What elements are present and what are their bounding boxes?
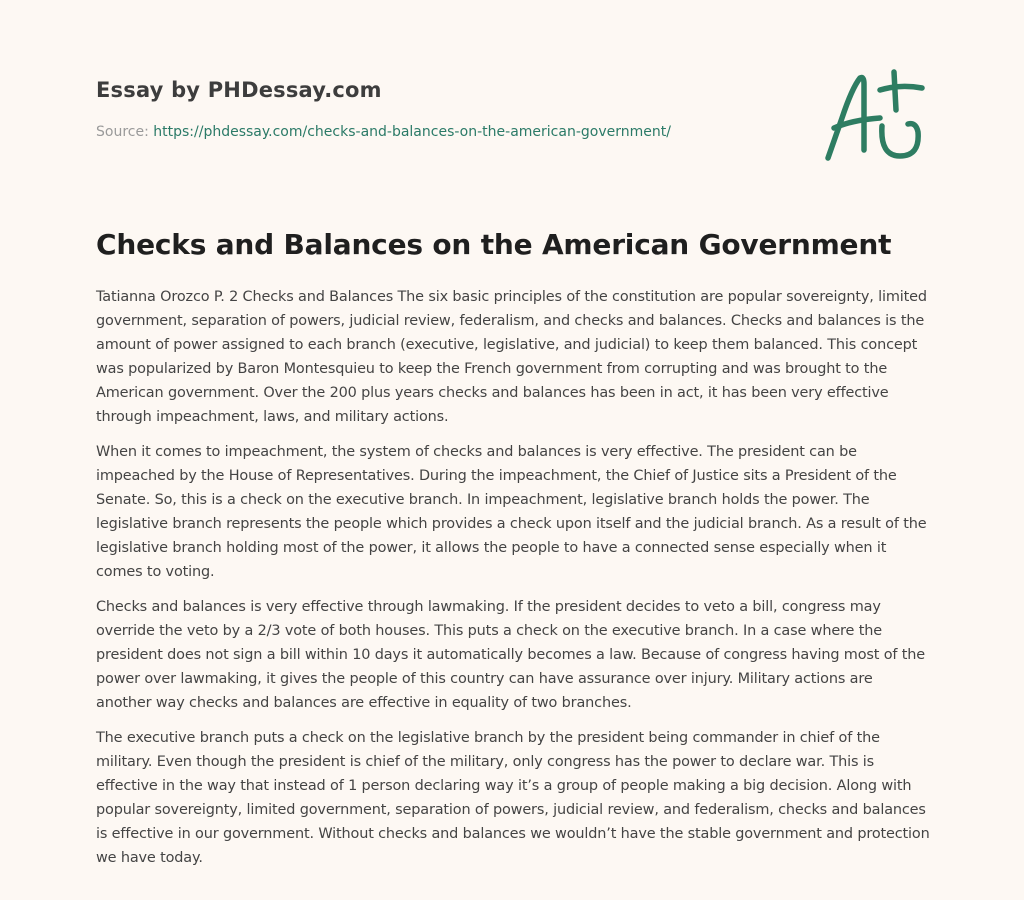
source-line [96,124,671,140]
a-plus-logo-icon [824,64,928,168]
source-label: Source: [96,124,154,140]
essay-paragraph: When it comes to impeachment, the system of checks and balances is very effective. The president can be impeached by the House of Representatives. During the impeachment, the Chief of Justice sits a President of the Senate. So, this is a check on the executive branch. In impeachment, legislative branch holds the power. The legislative branch represents the people which provides a check upon itself and the judicial branch. As a result of the legislative branch holding most of the power, it allows the people to have a connected sense especially when it comes to voting. [96,444,927,580]
essay-title: Checks and Balances on the American Government [96,228,892,261]
source-link[interactable]: https://phdessay.com/checks-and-balances-on-the-american-government/ [153,124,671,140]
site-title: Essay by PHDessay.com [96,78,382,102]
essay-body [96,285,930,881]
essay-paragraph: Checks and balances is very effective through lawmaking. If the president decides to veto a bill, congress may override the veto by a 2/3 vote of both houses. This puts a check on the executive branch. In a case where the president does not sign a bill within 10 days it automatically becomes a law. Because of congress having most of the power over lawmaking, it gives the people of this country can have assurance over injury. Military actions are another way checks and balances are effective in equality of two branches. [96,599,926,711]
essay-paragraph: Tatianna Orozco P. 2 Checks and Balances The six basic principles of the constitution are popular sovereignty, limited government, separation of powers, judicial review, federalism, and checks and balances. Checks and balances is the amount of power assigned to each branch (executive, legislative, and judicial) to keep them balanced. This concept was popularized by Baron Montesquieu to keep the French government from corrupting and was brought to the American government. Over the 200 plus years checks and balances has been in act, it has been very effective through impeachment, laws, and military actions. [96,289,927,425]
page-header [96,0,928,180]
essay-paragraph: The executive branch puts a check on the legislative branch by the president being commander in chief of the military. Even though the president is chief of the military, only congress has the power to declare war. This is effective in the way that instead of 1 person declaring way it’s a group of people making a big decision. Along with popular sovereignty, limited government, separation of powers, judicial review, and federalism, checks and balances is effective in our government. Without checks and balances we wouldn’t have the stable government and protection we have today. [96,730,930,866]
